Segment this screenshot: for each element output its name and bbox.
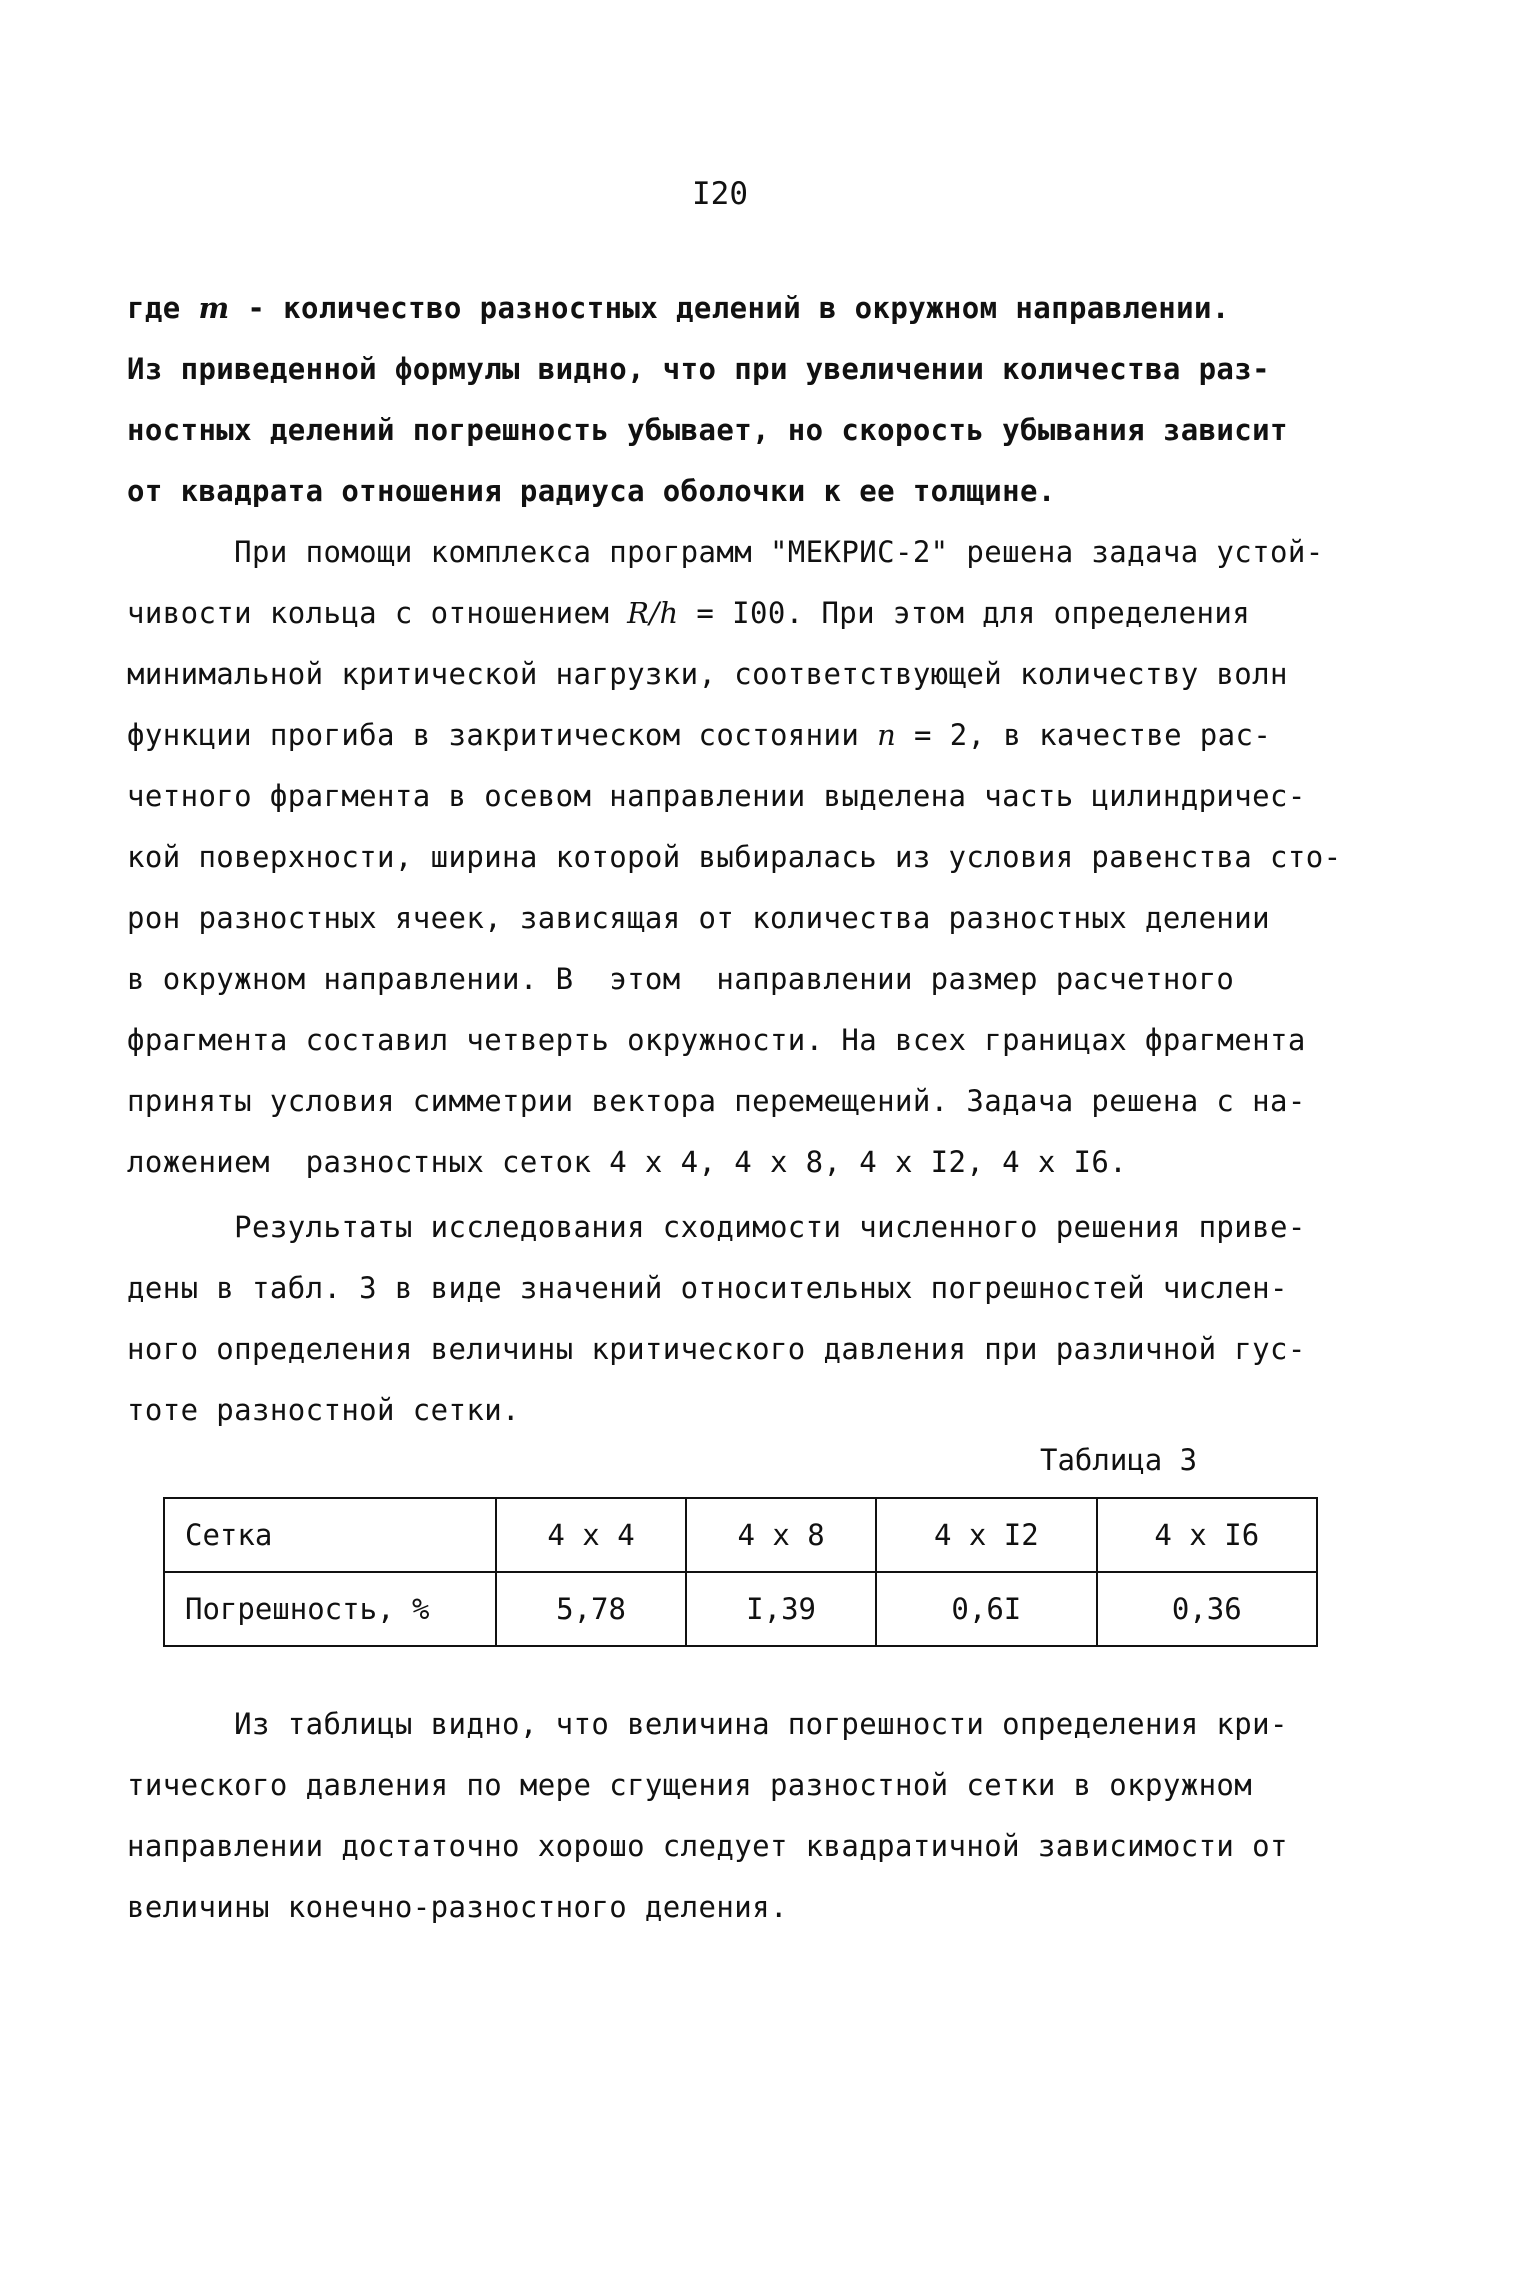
text-line: При помощи комплекса программ "МЕКРИС-2" решена задача устой- (127, 535, 1324, 569)
text-line: дены в табл. 3 в виде значений относительных погрешностей числен- (127, 1271, 1288, 1305)
table-cell: 4 х 8 (686, 1498, 876, 1572)
paragraph-4 (127, 1694, 1427, 1938)
table-cell: 0,36 (1097, 1572, 1317, 1646)
text-line: рон разностных ячеек, зависящая от количества разностных делении (127, 901, 1271, 935)
text-line: кой поверхности, ширина которой выбиралась из условия равенства сто- (127, 840, 1342, 874)
text-line: ного определения величины критического давления при различной гус- (127, 1332, 1306, 1366)
table-cell: 5,78 (496, 1572, 686, 1646)
text-line: ложением разностных сеток 4 х 4, 4 х 8, 4 х I2, 4 х I6. (127, 1145, 1128, 1179)
text-line: приняты условия симметрии вектора перемещений. Задача решена с на- (127, 1084, 1306, 1118)
table-cell: Сетка (164, 1498, 496, 1572)
text-line: Из приведенной формулы видно, что при увеличении количества раз- (127, 352, 1271, 386)
table-cell: I,39 (686, 1572, 876, 1646)
text-line: Из таблицы видно, что величина погрешности определения кри- (127, 1707, 1288, 1741)
text-line: фрагмента составил четверть окружности. На всех границах фрагмента (127, 1023, 1306, 1057)
text-line: четного фрагмента в осевом направлении выделена часть цилиндричес- (127, 779, 1306, 813)
results-table (163, 1497, 1318, 1647)
table-row (164, 1498, 1317, 1572)
table-cell: Погрешность, % (164, 1572, 496, 1646)
table-cell: 0,6I (876, 1572, 1096, 1646)
text-line: Результаты исследования сходимости численного решения приве- (127, 1210, 1306, 1244)
text-line: функции прогиба в закритическом состоянии n = 2, в качестве рас- (127, 718, 1272, 752)
text-line: ностных делений погрешность убывает, но скорость убывания зависит (127, 413, 1288, 447)
text-line: где m - количество разностных делений в окружном направлении. (127, 291, 1230, 325)
paragraph-1 (127, 278, 1427, 522)
text-line: от квадрата отношения радиуса оболочки к ее толщине. (127, 474, 1056, 508)
table-cell: 4 х I2 (876, 1498, 1096, 1572)
table-caption: Таблица 3 (1040, 1443, 1198, 1477)
text-line: величины конечно-разностного деления. (127, 1890, 788, 1924)
text-line: в окружном направлении. В этом направлении размер расчетного (127, 962, 1235, 996)
text-line: направлении достаточно хорошо следует квадратичной зависимости от (127, 1829, 1288, 1863)
text-line: тоте разностной сетки. (127, 1393, 520, 1427)
page-number: I20 (692, 176, 748, 212)
text-line: тического давления по мере сгущения разностной сетки в окружном (127, 1768, 1253, 1802)
table-cell: 4 х 4 (496, 1498, 686, 1572)
table-row (164, 1572, 1317, 1646)
paragraph-2 (127, 522, 1427, 1193)
paragraph-3 (127, 1197, 1427, 1441)
text-line: минимальной критической нагрузки, соответствующей количеству волн (127, 657, 1288, 691)
table-cell: 4 х I6 (1097, 1498, 1317, 1572)
text-line: чивости кольца с отношением R/h = I00. При этом для определения (127, 596, 1251, 630)
